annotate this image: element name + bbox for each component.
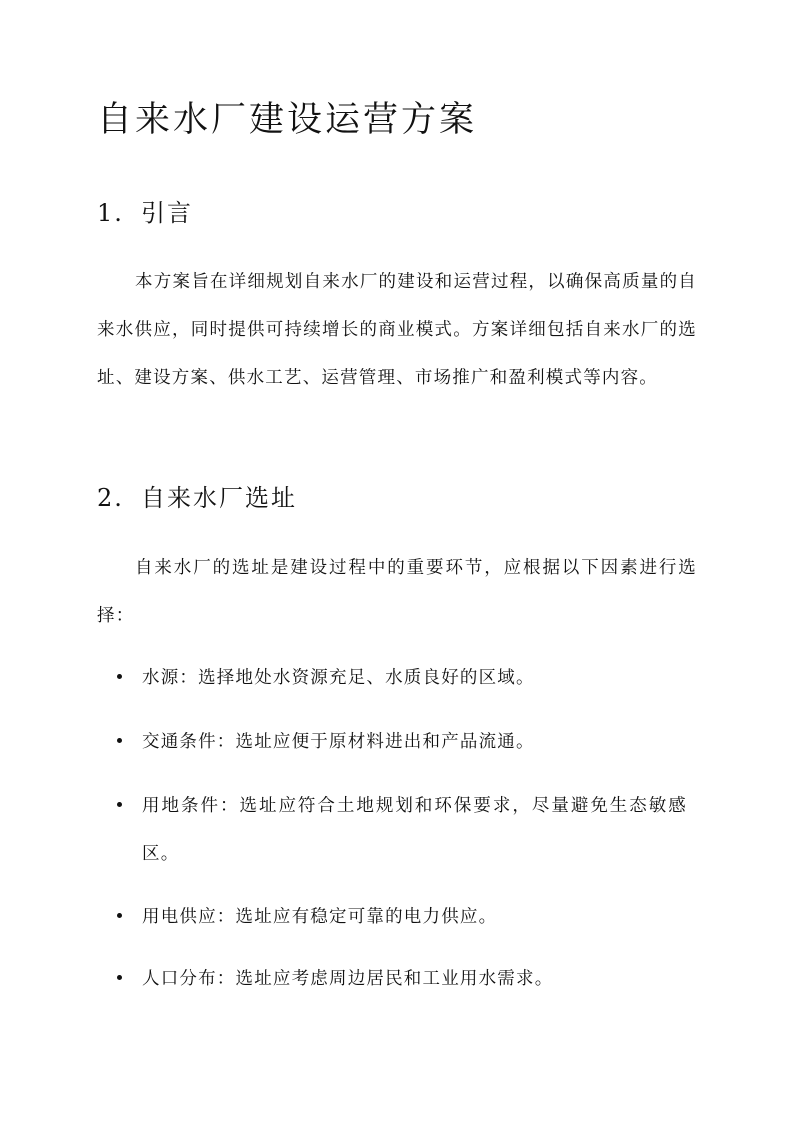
list-item-text: 交通条件：选址应便于原材料进出和产品流通。 xyxy=(142,732,535,752)
document-title: 自来水厂建设运营方案 xyxy=(97,100,478,140)
list-item xyxy=(117,782,697,878)
section-title: 引言 xyxy=(141,199,193,227)
section-heading-site-selection xyxy=(97,481,297,515)
list-item xyxy=(117,718,697,766)
list-item-text: 人口分布：选址应考虑周边居民和工业用水需求。 xyxy=(142,969,554,989)
list-item xyxy=(117,955,697,1003)
bullet-dot-icon xyxy=(117,913,122,918)
section-title: 自来水厂选址 xyxy=(141,484,297,512)
bullet-dot-icon xyxy=(117,975,122,980)
section-number: 2. xyxy=(97,484,124,512)
intro-paragraph: 本方案旨在详细规划自来水厂的建设和运营过程，以确保高质量的自来水供应，同时提供可持续增长的商业模式。方案详细包括自来水厂的选址、建设方案、供水工艺、运营管理、市场推广和盈利模式等内容。 xyxy=(97,272,697,388)
site-selection-paragraph: 自来水厂的选址是建设过程中的重要环节，应根据以下因素进行选择： xyxy=(97,558,697,626)
list-item xyxy=(117,893,697,941)
bullet-dot-icon xyxy=(117,738,122,743)
list-item xyxy=(117,654,697,702)
section-number: 1. xyxy=(97,199,124,227)
list-item-text: 用地条件：选址应符合土地规划和环保要求，尽量避免生态敏感区。 xyxy=(142,796,687,864)
section-heading-intro xyxy=(97,196,193,230)
bullet-dot-icon xyxy=(117,674,122,679)
bullet-dot-icon xyxy=(117,802,122,807)
list-item-text: 用电供应：选址应有稳定可靠的电力供应。 xyxy=(142,907,498,927)
list-item-text: 水源：选择地处水资源充足、水质良好的区域。 xyxy=(142,668,535,688)
